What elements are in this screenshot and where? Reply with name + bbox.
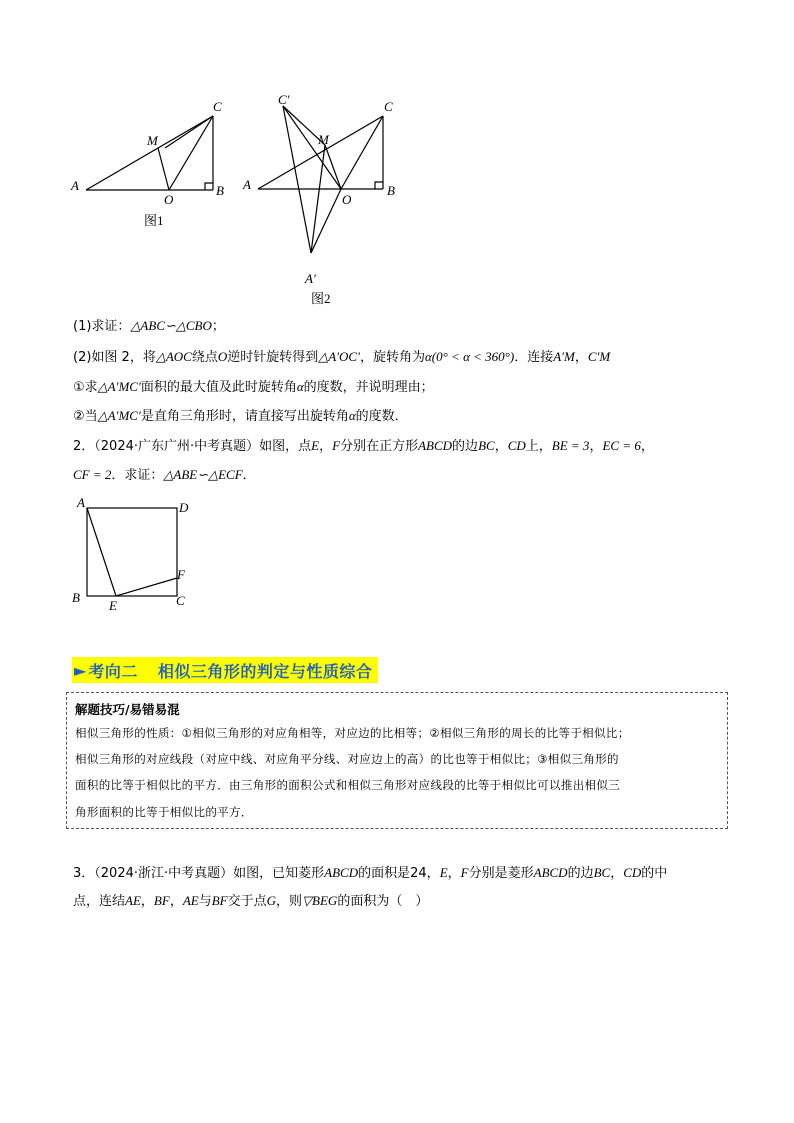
figure-1 bbox=[60, 95, 240, 235]
segment-mo bbox=[325, 145, 341, 189]
q3-line1: 3．（2024·浙江·中考真题）如图，已知菱形ABCD的面积是24，E，F分别是菱形ABCD的边BC，CD的中 bbox=[73, 865, 668, 881]
label-e: E bbox=[109, 598, 117, 613]
segment-oc bbox=[169, 116, 213, 190]
label-b: B bbox=[387, 183, 395, 198]
tip-line: 相似三角形的对应线段（对应中线、对应角平分线、对应边上的高）的比也等于相似比；③相似三角形的 bbox=[75, 752, 619, 766]
q1-part1: (1)求证：△ABC∽△CBO； bbox=[73, 318, 225, 334]
label-m: M bbox=[147, 133, 158, 148]
figure-2-caption: 图2 bbox=[311, 291, 331, 306]
tip-line: 面积的比等于相似比的平方．由三角形的面积公式和相似三角形对应线段的比等于相似比可以推出相似三 bbox=[75, 778, 621, 792]
label-c: C bbox=[213, 99, 222, 114]
segment-c-prime-o bbox=[283, 106, 341, 189]
section-banner bbox=[72, 657, 378, 683]
q1-sub2: ②当△A′MC′是直角三角形时，请直接写出旋转角α的度数． bbox=[73, 408, 408, 424]
label-o: O bbox=[164, 192, 174, 207]
segment-ac bbox=[86, 116, 213, 190]
label-a: A bbox=[77, 495, 85, 510]
right-angle-mark bbox=[375, 182, 383, 189]
label-a: A bbox=[71, 178, 79, 193]
play-triangle-icon: ► bbox=[74, 660, 87, 680]
label-a: A bbox=[243, 177, 251, 192]
question-source: （2024·广东广州·中考真题） bbox=[94, 439, 260, 454]
right-angle-mark bbox=[205, 183, 213, 190]
label-d: D bbox=[179, 500, 189, 515]
q3-line2: 点，连结AE，BF，AE与BF交于点G，则▽BEG的面积为（ ） bbox=[73, 893, 429, 909]
tip-line: 相似三角形的性质：①相似三角形的对应角相等，对应边的比相等；②相似三角形的周长的比等于相似比； bbox=[75, 726, 630, 740]
label-f: F bbox=[177, 567, 185, 582]
figure-3 bbox=[66, 493, 206, 615]
label-a-prime: A′ bbox=[305, 271, 316, 286]
segment-mo bbox=[158, 148, 169, 190]
question-number: 3． bbox=[73, 866, 95, 881]
segment-cm bbox=[165, 116, 213, 148]
square-abcd bbox=[87, 508, 177, 596]
segment-ae bbox=[87, 508, 116, 596]
tip-line: 角形面积的比等于相似比的平方． bbox=[75, 805, 253, 819]
tip-box bbox=[66, 692, 728, 829]
label-c: C bbox=[176, 593, 185, 608]
label-b: B bbox=[216, 183, 224, 198]
label-m: M bbox=[318, 132, 329, 147]
q1-part2: (2)如图 2，将△AOC绕点O逆时针旋转得到△A′OC′，旋转角为α(0° < α < 360°)．连接A′M，C′M bbox=[73, 349, 611, 365]
q1-sub1: ①求△A′MC′面积的最大值及此时旋转角α的度数，并说明理由； bbox=[73, 379, 434, 395]
label-o: O bbox=[342, 192, 352, 207]
segment-oc bbox=[341, 116, 383, 189]
figure-1-caption: 图1 bbox=[144, 213, 164, 228]
q2-line2: CF = 2．求证：△ABE∽△ECF． bbox=[73, 467, 256, 483]
tip-title: 解题技巧/易错易混 bbox=[75, 702, 180, 717]
label-c-prime: C′ bbox=[278, 92, 290, 107]
label-b: B bbox=[72, 590, 80, 605]
question-number: 2． bbox=[73, 439, 95, 454]
label-c: C bbox=[384, 99, 393, 114]
section-title: 相似三角形的判定与性质综合 bbox=[157, 661, 373, 681]
q2-line1: 2．（2024·广东广州·中考真题）如图，点E，F分别在正方形ABCD的边BC，CD上，BE = 3，EC = 6， bbox=[73, 438, 654, 454]
segment-ef bbox=[116, 578, 177, 596]
question-source: （2024·浙江·中考真题） bbox=[94, 866, 234, 881]
figure-2 bbox=[240, 88, 410, 310]
section-label: 考向二 bbox=[88, 661, 138, 681]
